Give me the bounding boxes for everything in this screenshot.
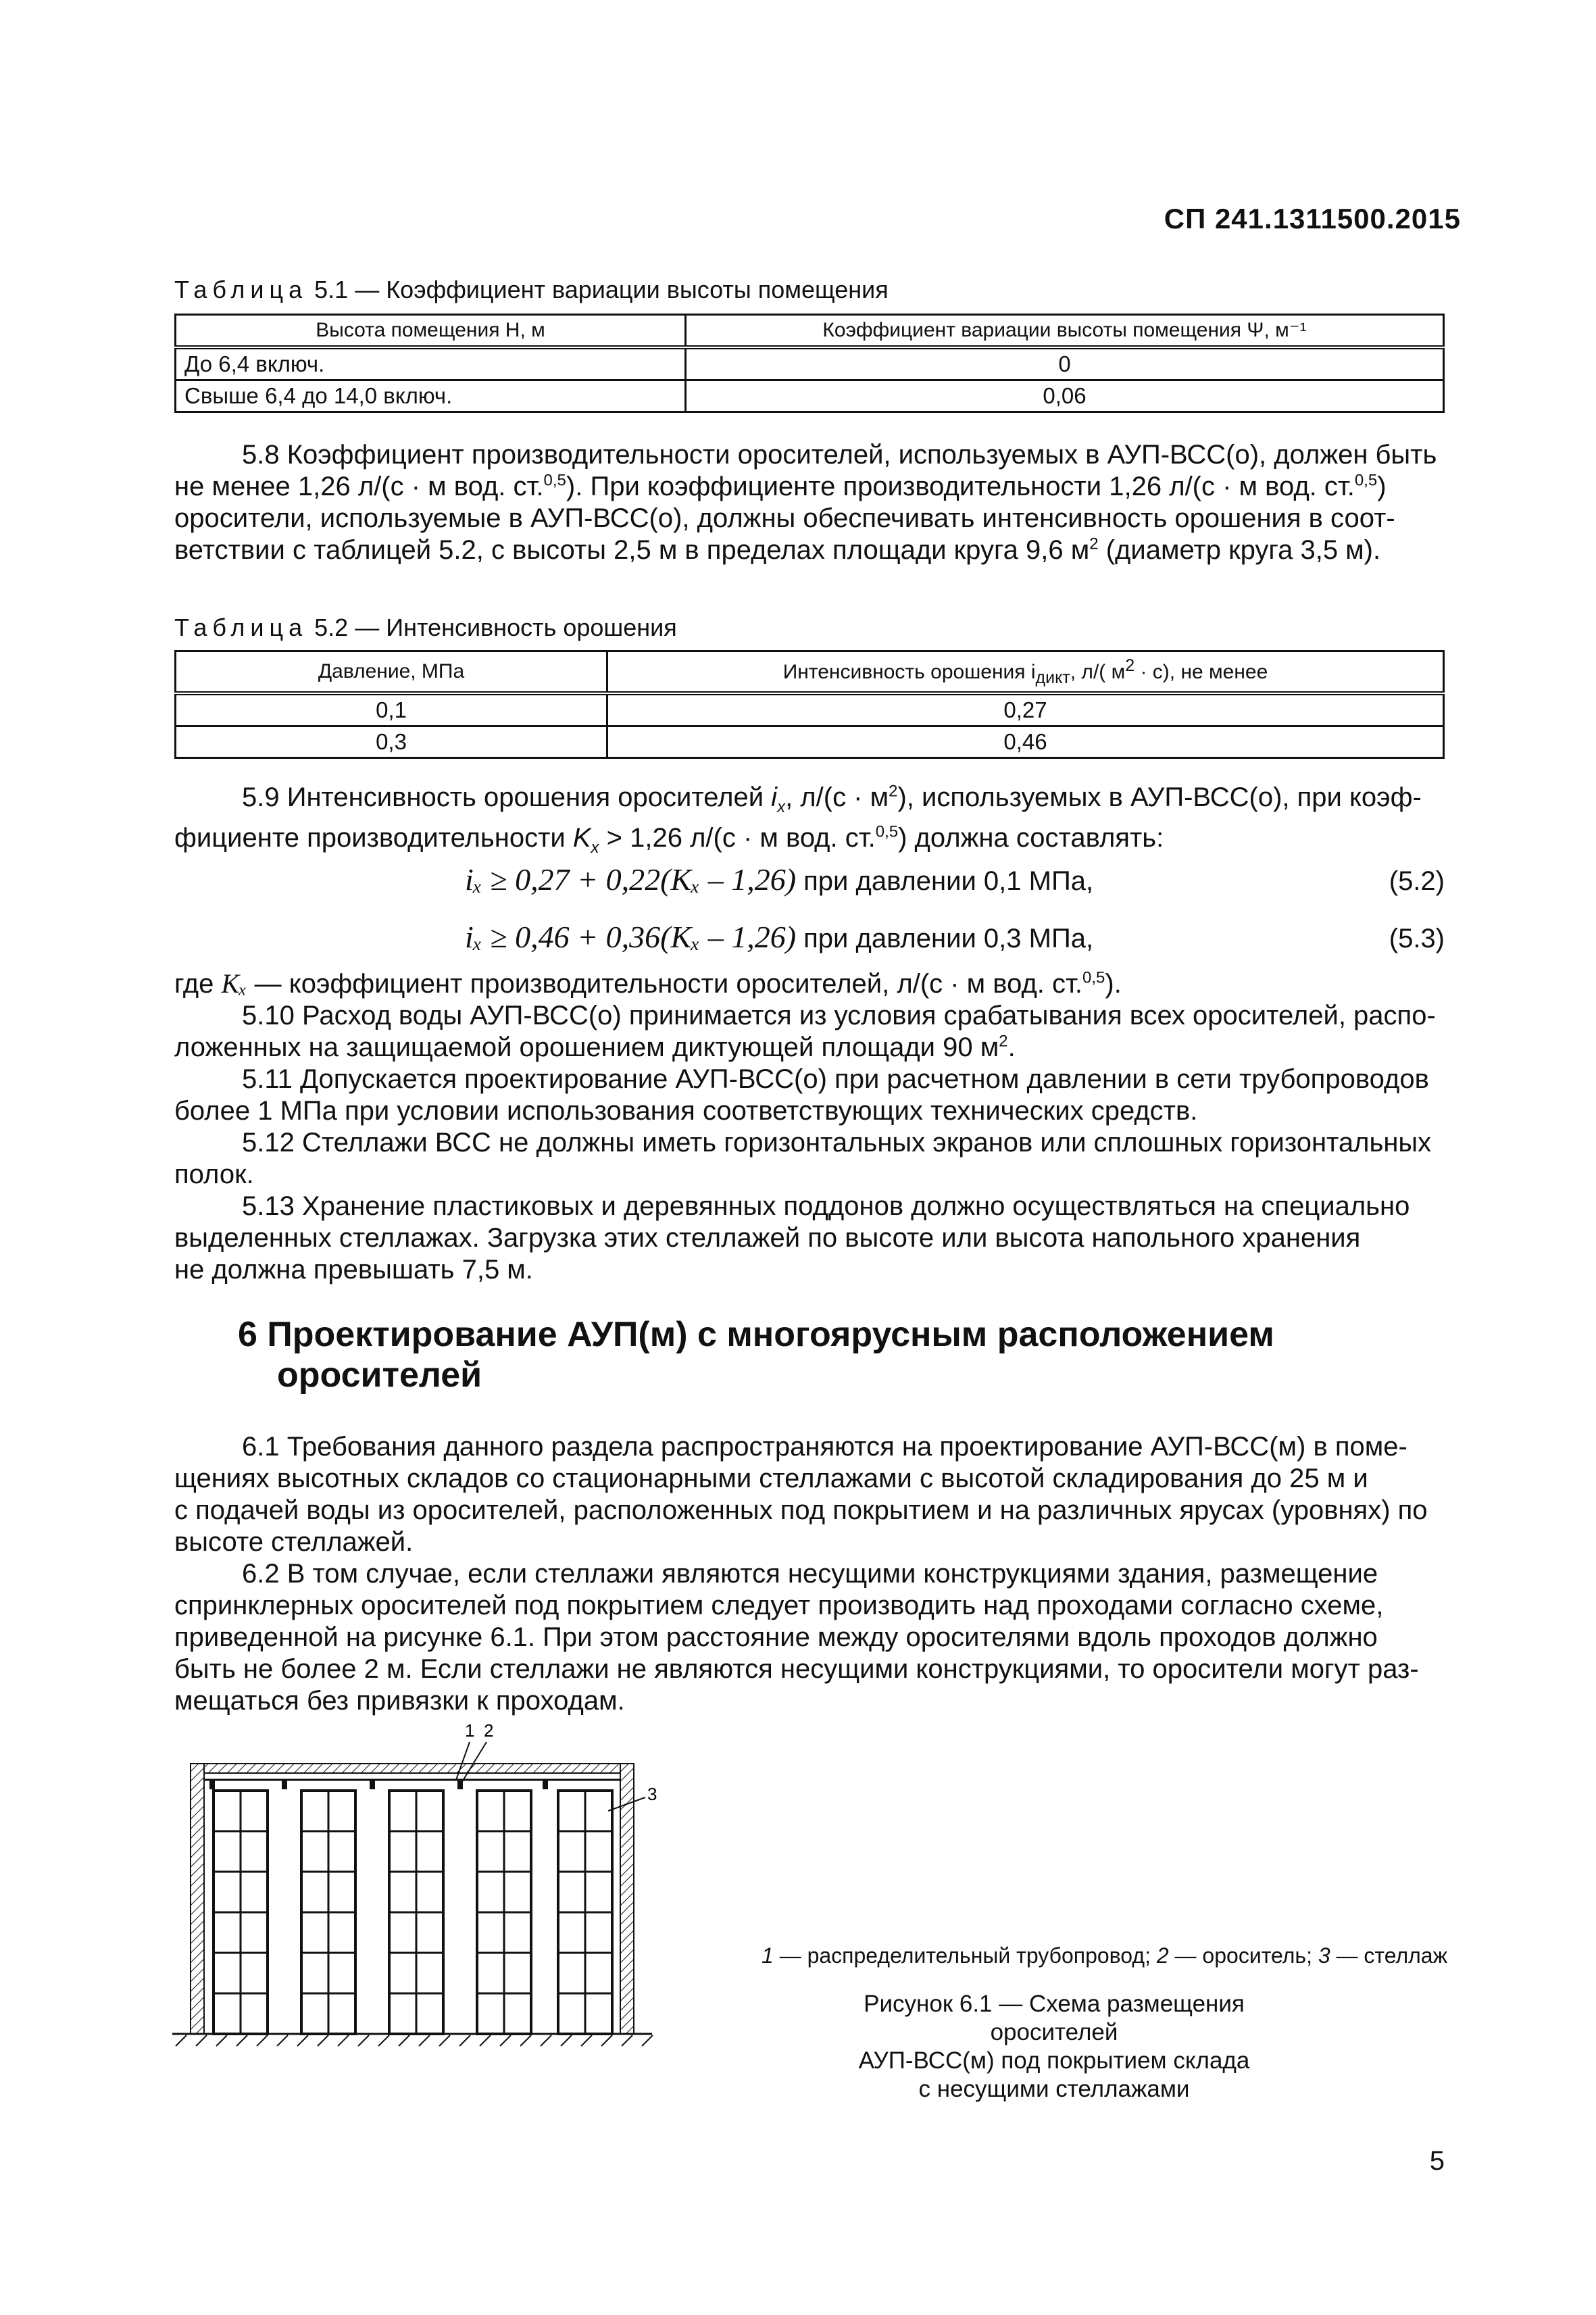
rack [301, 1791, 355, 2034]
table-header-cell [607, 651, 1444, 694]
table-cell: 0 [686, 347, 1444, 380]
table-header-row [176, 315, 1444, 348]
text-span: при давлении 0,1 МПа, [796, 866, 1094, 896]
table-row [176, 693, 1444, 726]
heading-line: оросителей [277, 1355, 482, 1395]
warehouse-scheme-figure [169, 1716, 662, 2068]
table-word: Таблица [174, 276, 308, 303]
text-span: 3 [1318, 1943, 1330, 1968]
table-5-2-caption [174, 614, 677, 642]
rack [477, 1791, 531, 2034]
text-line: 5.13 Хранение пластиковых и деревянных поддонов должно осуществляться на специально [242, 1191, 1410, 1221]
text-line: 5.8 Коэффициент производительности оросителей, используемых в АУП-ВСС(о), должен быть [242, 440, 1437, 470]
paragraph-5-8 [174, 439, 1445, 566]
table-5-2-title: 5.2 — Интенсивность орошения [307, 614, 677, 641]
table-header-row [176, 651, 1444, 694]
text-line: щениях высотных складов со стационарными стеллажами с высотой складирования до 25 м и [174, 1464, 1368, 1493]
text-line: 5.10 Расход воды АУП-ВСС(о) принимается из условия срабатывания всех оросителей, распо- [242, 1001, 1436, 1030]
table-5-1-title: 5.1 — Коэффициент вариации высоты помещения [307, 276, 889, 303]
text-span: , л/( м [1070, 661, 1126, 683]
rack [389, 1791, 443, 2034]
table-row [176, 726, 1444, 758]
equation-5-3 [465, 919, 1093, 955]
text-span: 1 [762, 1943, 774, 1968]
math-var: Kₓ [221, 968, 247, 999]
text-line [174, 968, 1445, 1000]
figure-label: 1 [465, 1720, 475, 1741]
superscript: 2 [1125, 656, 1135, 675]
text-span: — стеллаж [1330, 1943, 1447, 1968]
text-line: мещаться без привязки к проходам. [174, 1686, 625, 1716]
caption-line: с несущими стеллажами [918, 2076, 1190, 2102]
superscript: 0,5 [875, 822, 899, 841]
paragraph-5-9 [174, 777, 1445, 858]
text-line [174, 777, 1445, 818]
math-var: i [771, 782, 778, 812]
leader-line [456, 1742, 470, 1780]
superscript: 2 [1089, 534, 1099, 553]
text-span: ). При коэффициенте производительности 1,26 л/(с · м вод. ст. [566, 472, 1355, 501]
table-5-1-caption [174, 276, 889, 304]
table-row [176, 347, 1444, 380]
figure-caption [797, 1990, 1311, 2104]
text-span: ) должна составлять: [898, 823, 1164, 853]
text-span: — ороситель; [1168, 1943, 1318, 1968]
figure-label: 2 [484, 1720, 494, 1741]
text-span: 2 [1156, 1943, 1169, 1968]
text-line: полок. [174, 1160, 254, 1189]
superscript: 0,5 [1082, 968, 1105, 987]
superscript: 0,5 [1354, 471, 1378, 490]
subscript: x [777, 798, 786, 816]
text-line [174, 818, 1445, 858]
text-line: оросители, используемые в АУП-ВСС(о), должны обеспечивать интенсивность орошения в соот- [174, 503, 1395, 533]
document-code: СП 241.1311500.2015 [1164, 203, 1461, 234]
subscript: x [591, 839, 599, 857]
caption-line: АУП-ВСС(м) под покрытием склада [858, 2047, 1250, 2074]
table-cell: 0,27 [607, 693, 1444, 726]
racks [214, 1791, 612, 2034]
equation-number: (5.3) [1389, 924, 1445, 953]
heading-line: 6 Проектирование АУП(м) с многоярусным расположением [238, 1315, 1274, 1354]
table-header-cell: Коэффициент вариации высоты помещения Ψ, м⁻¹ [686, 315, 1444, 348]
table-row [176, 380, 1444, 412]
text-span: (диаметр круга 3,5 м). [1098, 535, 1381, 565]
formula: iₓ ≥ 0,46 + 0,36(Kₓ – 1,26) [465, 920, 797, 954]
table-5-2 [174, 650, 1445, 759]
text-line: 6.1 Требования данного раздела распространяются на проектирование АУП-ВСС(м) в поме- [242, 1432, 1407, 1462]
subscript: дикт [1035, 668, 1070, 687]
text-line: 5.12 Стеллажи ВСС не должны иметь горизонтальных экранов или сплошных горизонтальных [242, 1128, 1432, 1158]
equation-5-2 [465, 862, 1093, 897]
text-span: , л/(с · м [785, 782, 889, 812]
sprinkler-icon [370, 1780, 375, 1789]
math-var: K [572, 823, 591, 853]
paragraphs-6-1-6-2 [174, 1431, 1445, 1717]
text-line: быть не более 2 м. Если стеллажи не являются несущими конструкциями, то оросители могут раз- [174, 1654, 1419, 1684]
text-line [174, 534, 1445, 566]
text-line: выделенных стеллажах. Загрузка этих стеллажей по высоте или высота напольного хранения [174, 1223, 1361, 1253]
text-line: не должна превышать 7,5 м. [174, 1255, 533, 1285]
table-word: Таблица [174, 614, 308, 641]
superscript: 2 [999, 1032, 1008, 1051]
roof [204, 1764, 620, 1773]
equation-number: (5.2) [1389, 866, 1445, 896]
text-span: Интенсивность орошения i [782, 661, 1036, 683]
text-span: не менее 1,26 л/(с · м вод. ст. [174, 472, 544, 501]
text-line: 5.11 Допускается проектирование АУП-ВСС(о) при расчетном давлении в сети трубопроводов [242, 1064, 1429, 1094]
text-span: ) [1377, 472, 1387, 501]
text-line: приведенной на рисунке 6.1. При этом расстояние между оросителями вдоль проходов должно [174, 1622, 1378, 1652]
figure-label: 3 [647, 1784, 657, 1804]
text-line [174, 1032, 1445, 1064]
sprinklers [209, 1780, 548, 1789]
formula: iₓ ≥ 0,27 + 0,22(Kₓ – 1,26) [465, 862, 797, 897]
superscript: 0,5 [543, 471, 566, 490]
sprinkler-icon [282, 1780, 287, 1789]
floor-hatching [176, 2035, 653, 2046]
text-span: при давлении 0,3 МПа, [796, 924, 1094, 953]
text-span: . [1007, 1032, 1016, 1062]
table-5-1 [174, 314, 1445, 413]
text-span: — коэффициент производительности оросителей, л/(с · м вод. ст. [247, 969, 1083, 999]
paragraphs-5-10-to-5-13 [174, 968, 1445, 1286]
text-span: ). [1105, 969, 1122, 999]
text-line: спринклерных оросителей под покрытием следует производить над проходами согласно схеме, [174, 1591, 1384, 1620]
table-cell: 0,06 [686, 380, 1444, 412]
text-line [174, 471, 1445, 503]
rack [214, 1791, 268, 2034]
text-span: > 1,26 л/(с · м вод. ст. [599, 823, 876, 853]
section-heading [238, 1314, 1274, 1395]
table-cell: 0,1 [176, 693, 607, 726]
text-span: ветствии с таблицей 5.2, с высоты 2,5 м в пределах площади круга 9,6 м [174, 535, 1090, 565]
text-span: фициенте производительности [174, 823, 573, 853]
text-line: с подачей воды из оросителей, расположенных под покрытием и на различных ярусах (уровнях) по [174, 1495, 1428, 1525]
table-cell: 0,3 [176, 726, 607, 758]
table-cell: До 6,4 включ. [176, 347, 686, 380]
superscript: 2 [889, 782, 898, 801]
caption-line: Рисунок 6.1 — Схема размещения оросителей [864, 1991, 1245, 2045]
table-cell: 0,46 [607, 726, 1444, 758]
sprinkler-icon [209, 1780, 215, 1789]
left-wall [191, 1764, 204, 2034]
text-line: высоте стеллажей. [174, 1527, 414, 1557]
text-span: — распределительный трубопровод; [773, 1943, 1157, 1968]
text-line: 6.2 В том случае, если стеллажи являются несущими конструкциями здания, размещение [242, 1559, 1378, 1589]
text-span: где [174, 969, 222, 999]
text-span: ), используемых в АУП-ВСС(о), при коэф- [897, 782, 1422, 812]
text-line: более 1 МПа при условии использования соответствующих технических средств. [174, 1096, 1198, 1126]
sprinkler-icon [543, 1780, 548, 1789]
rack [558, 1791, 612, 2034]
text-span: 5.9 Интенсивность орошения оросителей [242, 782, 772, 812]
table-header-cell: Высота помещения H, м [176, 315, 686, 348]
figure-legend [762, 1943, 1447, 1968]
table-cell: Свыше 6,4 до 14,0 включ. [176, 380, 686, 412]
text-span: · с), не менее [1134, 661, 1268, 683]
text-span: ложенных на защищаемой орошением диктующей площади 90 м [174, 1032, 999, 1062]
page-number: 5 [1429, 2146, 1445, 2176]
table-header-cell: Давление, МПа [176, 651, 607, 694]
